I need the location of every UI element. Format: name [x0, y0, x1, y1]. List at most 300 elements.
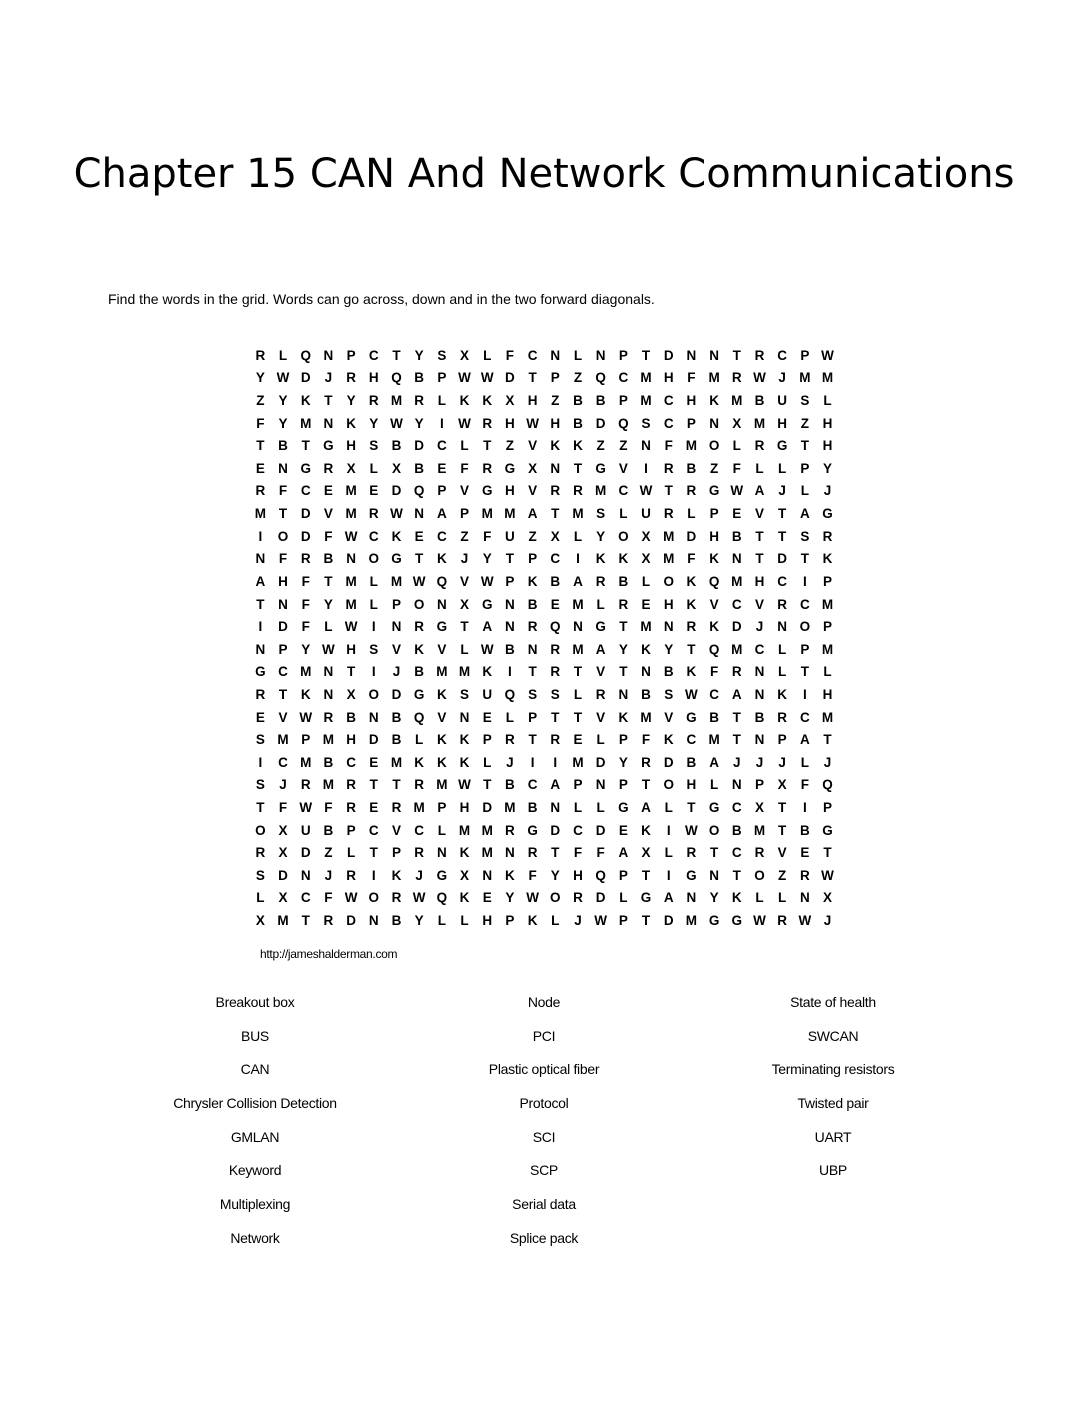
grid-letter: L	[664, 845, 673, 861]
grid-letter: N	[641, 438, 651, 454]
grid-letter: R	[346, 370, 356, 386]
grid-letter: M	[640, 709, 652, 725]
grid-letter: F	[664, 438, 673, 454]
grid-letter: K	[527, 913, 538, 929]
grid-letter: T	[823, 845, 832, 861]
grid-letter: L	[709, 777, 719, 793]
grid-letter: P	[800, 460, 810, 476]
grid-letter: G	[708, 483, 720, 499]
grid-letter: T	[732, 709, 741, 725]
grid-letter: R	[550, 641, 561, 657]
grid-letter: T	[641, 347, 651, 363]
grid-letter: L	[596, 596, 605, 612]
grid-letter: F	[687, 370, 696, 386]
word-list-item: Keyword	[228, 1162, 282, 1179]
grid-letter: C	[663, 415, 674, 431]
grid-letter: Y	[482, 551, 492, 567]
grid-letter: K	[595, 551, 606, 567]
grid-letter: Q	[595, 370, 606, 386]
grid-letter: T	[732, 867, 741, 883]
grid-letter: R	[414, 393, 425, 409]
grid-letter: L	[369, 460, 378, 476]
grid-letter: L	[573, 347, 583, 363]
grid-letter: X	[278, 822, 288, 838]
grid-letter: H	[346, 641, 356, 657]
grid-letter: G	[323, 438, 334, 454]
grid-letter: A	[573, 573, 583, 589]
grid-letter: P	[528, 551, 538, 567]
grid-letter: Q	[300, 347, 311, 363]
grid-letter: N	[618, 686, 629, 702]
grid-letter: F	[278, 799, 288, 815]
grid-letter: H	[346, 732, 356, 748]
grid-letter: K	[482, 664, 493, 680]
grid-letter: F	[301, 619, 310, 635]
grid-letter: V	[664, 709, 674, 725]
grid-letter: C	[731, 596, 742, 612]
grid-letter: E	[618, 822, 628, 838]
grid-letter: R	[822, 528, 833, 544]
grid-letter: I	[666, 822, 671, 838]
grid-letter: D	[368, 732, 379, 748]
grid-letter: M	[595, 483, 607, 499]
grid-letter: N	[595, 777, 606, 793]
source-url: http://jameshalderman.com	[260, 947, 398, 961]
grid-letter: X	[255, 913, 265, 929]
grid-letter: D	[278, 867, 288, 883]
grid-letter: U	[482, 686, 493, 702]
grid-letter: C	[300, 890, 311, 906]
grid-letter: G	[481, 483, 493, 499]
grid-letter: R	[414, 845, 425, 861]
grid-letter: P	[777, 732, 787, 748]
grid-letter: P	[528, 709, 538, 725]
grid-letter: M	[731, 641, 743, 657]
grid-letter: Y	[278, 393, 288, 409]
grid-letter: R	[573, 890, 583, 906]
word-list-item: UART	[814, 1128, 852, 1145]
grid-letter: G	[436, 867, 448, 883]
grid-letter: A	[482, 619, 493, 635]
grid-letter: M	[663, 528, 675, 544]
grid-letter: N	[368, 913, 379, 929]
grid-letter: T	[778, 528, 787, 544]
grid-letter: N	[323, 415, 334, 431]
grid-letter: V	[777, 845, 787, 861]
grid-letter: N	[436, 845, 447, 861]
grid-letter: K	[459, 754, 470, 770]
grid-letter: W	[526, 890, 539, 906]
grid-row	[249, 887, 839, 910]
grid-letter: N	[686, 347, 697, 363]
grid-letter: D	[300, 528, 311, 544]
grid-letter: P	[437, 370, 447, 386]
grid-letter: R	[550, 483, 561, 499]
grid-letter: H	[777, 415, 788, 431]
grid-letter: X	[278, 890, 288, 906]
grid-letter: B	[505, 641, 515, 657]
grid-row	[249, 683, 839, 706]
grid-letter: N	[505, 845, 515, 861]
grid-letter: H	[686, 777, 697, 793]
grid-letter: Q	[436, 573, 448, 589]
grid-letter: P	[505, 913, 515, 929]
grid-letter: R	[799, 867, 810, 883]
grid-letter: W	[639, 483, 653, 499]
grid-letter: C	[368, 822, 379, 838]
grid-letter: Y	[618, 754, 628, 770]
grid-letter: L	[778, 664, 787, 680]
grid-letter: W	[821, 347, 834, 363]
grid-letter: X	[528, 460, 538, 476]
grid-letter: I	[258, 754, 263, 770]
grid-letter: M	[322, 732, 335, 748]
grid-letter: E	[369, 754, 379, 770]
grid-letter: R	[391, 890, 402, 906]
grid-letter: N	[550, 460, 561, 476]
grid-letter: B	[686, 460, 697, 476]
grid-letter: P	[505, 573, 515, 589]
grid-letter: L	[483, 754, 492, 770]
grid-letter: A	[527, 506, 538, 522]
grid-letter: N	[505, 596, 515, 612]
grid-letter: S	[460, 686, 470, 702]
grid-letter: C	[278, 754, 288, 770]
grid-letter: A	[731, 686, 742, 702]
grid-letter: N	[255, 551, 266, 567]
grid-letter: M	[277, 913, 289, 929]
grid-row	[249, 864, 839, 887]
grid-letter: P	[437, 483, 447, 499]
grid-letter: R	[754, 438, 765, 454]
grid-letter: O	[368, 551, 380, 567]
grid-row	[249, 819, 839, 842]
grid-letter: L	[437, 822, 446, 838]
grid-letter: Y	[550, 867, 560, 883]
grid-letter: R	[686, 845, 697, 861]
grid-letter: L	[823, 664, 832, 680]
grid-letter: Y	[505, 890, 515, 906]
grid-letter: L	[800, 483, 809, 499]
grid-letter: C	[550, 551, 561, 567]
grid-letter: T	[483, 777, 492, 793]
grid-letter: V	[437, 709, 447, 725]
grid-letter: M	[731, 573, 743, 589]
grid-letter: G	[504, 460, 516, 476]
grid-letter: H	[573, 867, 583, 883]
grid-letter: P	[482, 732, 492, 748]
grid-letter: T	[369, 845, 378, 861]
grid-letter: Q	[822, 777, 833, 793]
grid-letter: G	[686, 867, 697, 883]
grid-letter: P	[800, 641, 810, 657]
grid-letter: R	[527, 619, 538, 635]
grid-letter: T	[346, 664, 356, 680]
grid-letter: R	[323, 460, 334, 476]
grid-letter: K	[391, 528, 402, 544]
grid-letter: N	[527, 641, 538, 657]
grid-letter: T	[619, 619, 628, 635]
grid-row	[249, 796, 839, 819]
grid-letter: E	[573, 732, 583, 748]
grid-letter: T	[709, 845, 719, 861]
word-list-item: State of health	[790, 994, 876, 1010]
grid-letter: P	[437, 799, 447, 815]
grid-letter: U	[777, 393, 788, 409]
grid-letter: M	[390, 393, 403, 409]
grid-letter: J	[823, 913, 832, 929]
grid-letter: R	[754, 347, 765, 363]
grid-letter: S	[641, 415, 651, 431]
grid-letter: L	[437, 913, 446, 929]
grid-letter: H	[754, 573, 765, 589]
grid-letter: R	[527, 845, 538, 861]
grid-letter: O	[277, 528, 289, 544]
grid-letter: D	[595, 754, 606, 770]
grid-letter: P	[709, 506, 719, 522]
grid-letter: R	[618, 596, 629, 612]
grid-letter: L	[641, 573, 651, 589]
grid-letter: T	[460, 619, 469, 635]
grid-letter: M	[821, 596, 834, 612]
grid-letter: A	[641, 799, 651, 815]
grid-letter: J	[733, 754, 741, 770]
grid-letter: B	[527, 799, 538, 815]
grid-letter: A	[436, 506, 447, 522]
grid-letter: D	[777, 551, 788, 567]
grid-letter: A	[709, 754, 719, 770]
grid-letter: L	[573, 528, 583, 544]
grid-letter: K	[436, 686, 447, 702]
grid-letter: W	[685, 822, 698, 838]
grid-letter: B	[731, 822, 742, 838]
grid-letter: P	[823, 619, 833, 635]
grid-letter: S	[664, 686, 674, 702]
grid-letter: M	[821, 370, 834, 386]
grid-letter: G	[595, 460, 606, 476]
grid-letter: T	[573, 460, 583, 476]
grid-letter: Q	[550, 619, 561, 635]
grid-letter: F	[278, 551, 288, 567]
grid-letter: G	[481, 596, 493, 612]
grid-letter: L	[460, 438, 469, 454]
grid-letter: D	[550, 822, 561, 838]
grid-letter: P	[618, 913, 628, 929]
grid-letter: H	[505, 483, 515, 499]
grid-letter: K	[686, 573, 697, 589]
grid-letter: X	[754, 799, 764, 815]
grid-letter: K	[505, 867, 515, 883]
grid-letter: N	[550, 799, 561, 815]
grid-letter: Z	[709, 460, 719, 476]
grid-letter: F	[505, 347, 515, 363]
grid-letter: P	[301, 732, 311, 748]
grid-row	[249, 547, 839, 570]
grid-letter: I	[802, 799, 807, 815]
grid-letter: I	[371, 867, 376, 883]
grid-letter: H	[368, 370, 379, 386]
grid-letter: Y	[346, 393, 356, 409]
grid-letter: H	[822, 686, 833, 702]
grid-letter: T	[573, 664, 583, 680]
grid-letter: B	[323, 822, 334, 838]
grid-letter: G	[731, 913, 743, 929]
grid-letter: V	[437, 641, 447, 657]
grid-letter: K	[822, 551, 833, 567]
grid-letter: J	[460, 551, 469, 567]
grid-letter: T	[324, 393, 333, 409]
grid-letter: E	[323, 483, 333, 499]
grid-letter: W	[344, 528, 358, 544]
grid-letter: R	[686, 483, 697, 499]
grid-letter: I	[553, 754, 558, 770]
grid-letter: L	[505, 709, 515, 725]
grid-letter: I	[802, 686, 807, 702]
word-list-item: PCI	[532, 1027, 556, 1044]
grid-letter: C	[346, 754, 356, 770]
grid-letter: C	[799, 709, 810, 725]
grid-letter: M	[799, 370, 811, 386]
grid-letter: Y	[414, 913, 424, 929]
grid-letter: T	[641, 913, 651, 929]
grid-letter: Z	[256, 393, 265, 409]
grid-letter: Y	[278, 415, 288, 431]
grid-letter: N	[323, 347, 334, 363]
grid-letter: M	[322, 777, 335, 793]
grid-letter: A	[799, 506, 810, 522]
grid-row	[249, 661, 839, 684]
grid-letter: O	[663, 777, 674, 793]
grid-letter: Q	[504, 686, 516, 702]
grid-letter: M	[685, 913, 698, 929]
grid-letter: T	[505, 551, 515, 567]
grid-letter: U	[505, 528, 515, 544]
grid-letter: H	[822, 415, 833, 431]
grid-letter: D	[663, 347, 674, 363]
grid-letter: N	[754, 686, 765, 702]
grid-letter: C	[573, 822, 583, 838]
grid-letter: K	[414, 754, 425, 770]
grid-letter: M	[481, 845, 493, 861]
word-list-item: Plastic optical fiber	[488, 1061, 600, 1078]
grid-letter: I	[258, 619, 263, 635]
grid-letter: H	[346, 438, 356, 454]
grid-letter: K	[663, 732, 674, 748]
grid-letter: W	[480, 370, 494, 386]
grid-letter: D	[595, 415, 606, 431]
grid-letter: N	[731, 551, 742, 567]
grid-letter: O	[550, 890, 561, 906]
word-list-item: Multiplexing	[219, 1196, 291, 1213]
grid-letter: E	[550, 596, 560, 612]
grid-letter: K	[641, 822, 651, 838]
grid-letter: P	[618, 867, 628, 883]
grid-letter: M	[640, 619, 652, 635]
grid-letter: Y	[414, 347, 424, 363]
grid-letter: W	[753, 370, 766, 386]
grid-letter: Z	[528, 528, 537, 544]
grid-letter: C	[777, 347, 788, 363]
grid-letter: L	[755, 460, 764, 476]
grid-letter: W	[344, 619, 358, 635]
grid-letter: X	[732, 415, 742, 431]
page-title: Chapter 15 CAN And Network Communications	[73, 151, 1015, 197]
grid-letter: R	[550, 664, 561, 680]
grid-letter: V	[596, 664, 606, 680]
grid-letter: A	[618, 845, 629, 861]
grid-letter: N	[550, 347, 561, 363]
grid-letter: L	[596, 799, 605, 815]
grid-letter: G	[618, 799, 629, 815]
grid-letter: C	[709, 686, 719, 702]
grid-letter: V	[596, 709, 606, 725]
grid-letter: S	[255, 777, 265, 793]
word-list-column-1	[115, 992, 395, 1262]
grid-letter: D	[391, 483, 402, 499]
grid-letter: W	[480, 641, 494, 657]
grid-letter: E	[641, 596, 651, 612]
grid-letter: D	[300, 845, 311, 861]
grid-letter: T	[732, 732, 741, 748]
grid-letter: T	[641, 867, 651, 883]
grid-letter: R	[777, 913, 788, 929]
grid-letter: X	[346, 686, 356, 702]
grid-letter: R	[663, 506, 674, 522]
word-list-item: SWCAN	[807, 1027, 859, 1044]
grid-letter: L	[778, 890, 787, 906]
grid-letter: R	[255, 347, 266, 363]
grid-letter: M	[708, 370, 720, 386]
grid-letter: M	[345, 483, 357, 499]
grid-letter: D	[505, 370, 515, 386]
grid-letter: F	[687, 551, 696, 567]
grid-letter: U	[300, 822, 311, 838]
grid-letter: I	[576, 551, 580, 567]
grid-letter: X	[391, 460, 401, 476]
grid-letter: P	[346, 822, 356, 838]
grid-letter: C	[777, 573, 788, 589]
grid-letter: N	[663, 619, 674, 635]
grid-letter: C	[368, 347, 379, 363]
grid-letter: R	[391, 799, 402, 815]
grid-letter: V	[709, 596, 719, 612]
grid-letter: W	[685, 686, 698, 702]
grid-letter: R	[482, 415, 493, 431]
grid-letter: G	[391, 551, 402, 567]
grid-letter: T	[278, 506, 288, 522]
grid-letter: F	[301, 596, 310, 612]
grid-letter: K	[459, 393, 470, 409]
grid-letter: K	[459, 890, 470, 906]
grid-letter: X	[278, 845, 288, 861]
grid-letter: G	[776, 438, 788, 454]
grid-letter: T	[256, 596, 265, 612]
grid-letter: P	[278, 641, 288, 657]
grid-letter: T	[641, 777, 651, 793]
grid-letter: L	[460, 913, 469, 929]
grid-letter: W	[322, 641, 335, 657]
grid-letter: T	[528, 370, 537, 386]
grid-letter: Y	[709, 890, 719, 906]
grid-letter: S	[255, 867, 265, 883]
grid-letter: F	[460, 460, 469, 476]
grid-letter: M	[300, 754, 312, 770]
grid-letter: T	[687, 641, 696, 657]
grid-row	[249, 909, 839, 932]
grid-letter: D	[300, 506, 311, 522]
grid-letter: T	[278, 686, 288, 702]
grid-letter: P	[550, 370, 560, 386]
